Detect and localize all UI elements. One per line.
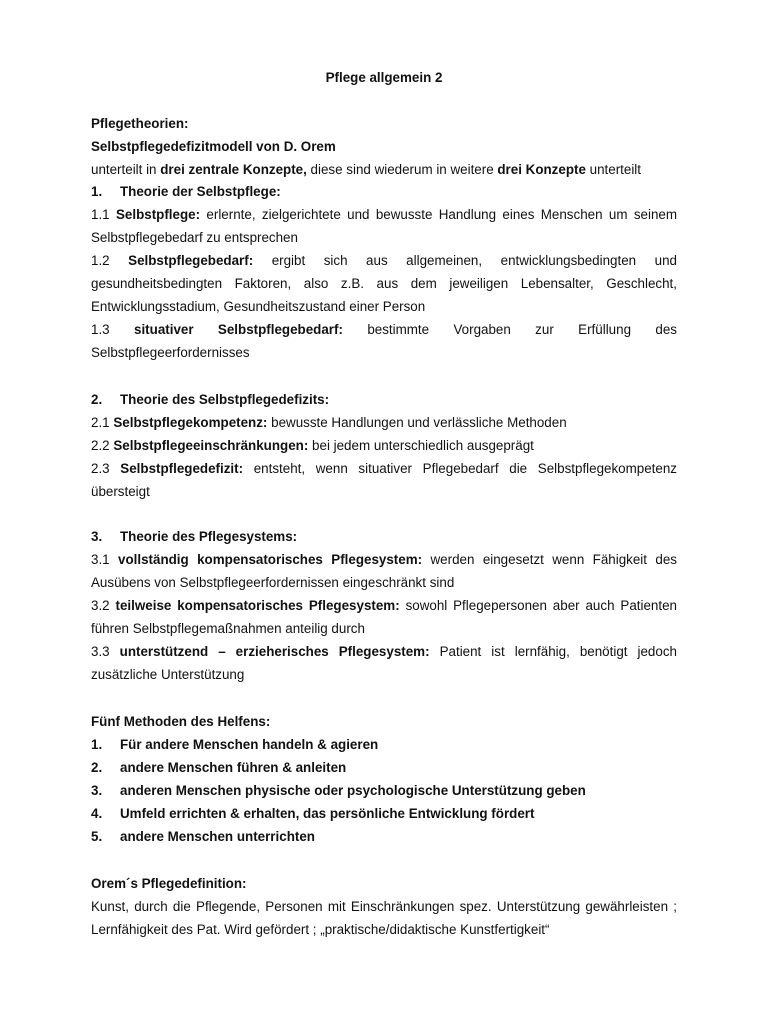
section-item <box>91 411 677 434</box>
section-item <box>91 594 677 640</box>
list-text: andere Menschen unterrichten <box>120 829 315 844</box>
item-text: sowohl Pflegepersonen aber auch Patienten führen Selbstpflegemaßnahmen anteilig durch <box>91 598 677 636</box>
list-text: andere Menschen führen & anleiten <box>120 760 347 775</box>
section-heading <box>91 525 677 548</box>
list-item <box>91 779 677 802</box>
item-number: 3.2 <box>91 598 110 613</box>
methods-block <box>91 710 677 848</box>
item-term: Selbstpflegeeinschränkungen: <box>113 438 309 453</box>
list-text: Für andere Menschen handeln & agieren <box>120 737 379 752</box>
definition-heading: Orem´s Pflegedefinition: <box>91 876 247 891</box>
item-term: teilweise kompensatorisches Pflegesystem: <box>115 598 400 613</box>
intro-bold-b: drei Konzepte <box>497 162 586 177</box>
item-text: ergibt sich aus allgemeinen, entwicklungsbedingten und gesundheitsbedingten Faktoren, also z.B. aus dem jeweiligen Lebensalter, Geschlecht, Entwicklungsstadium, Gesundheitszustand einer Person <box>91 253 677 314</box>
intro-text-a: unterteilt in <box>91 162 161 177</box>
section-title: Theorie des Selbstpflegedefizits: <box>120 392 330 407</box>
section-item <box>91 249 677 318</box>
section-title: Theorie der Selbstpflege: <box>120 184 281 199</box>
section-heading <box>91 180 677 203</box>
list-item <box>91 825 677 848</box>
section-number: 2. <box>91 392 103 407</box>
item-term: Selbstpflegekompetenz: <box>113 415 268 430</box>
section-item <box>91 434 677 457</box>
item-number: 1.2 <box>91 253 110 268</box>
section-title: Theorie des Pflegesystems: <box>120 529 298 544</box>
list-number: 3. <box>91 783 103 798</box>
item-text: bestimmte Vorgaben zur Erfüllung des Selbstpflegeerfordernisses <box>91 322 677 360</box>
intro-subheading: Selbstpflegedefizitmodell von D. Orem <box>91 139 336 154</box>
list-number: 5. <box>91 829 103 844</box>
intro-bold-a: drei zentrale Konzepte, <box>160 162 307 177</box>
intro-text <box>91 158 677 181</box>
item-number: 2.2 <box>91 438 110 453</box>
list-number: 2. <box>91 760 103 775</box>
section-3 <box>91 525 677 686</box>
item-text: bei jedem unterschiedlich ausgeprägt <box>312 438 534 453</box>
definition-block <box>91 872 677 941</box>
item-term: situativer Selbstpflegebedarf: <box>134 322 343 337</box>
item-text: entsteht, wenn situativer Pflegebedarf die Selbstpflegekompetenz übersteigt <box>91 461 677 499</box>
list-number: 4. <box>91 806 103 821</box>
section-number: 3. <box>91 529 103 544</box>
list-item <box>91 756 677 779</box>
section-item <box>91 203 677 249</box>
list-number: 1. <box>91 737 103 752</box>
definition-text: Kunst, durch die Pflegende, Personen mit Einschränkungen spez. Unterstützung gewährleisten ; Lernfähigkeit des Pat. Wird gefördert ; „praktische/didaktische Kunstfertigkeit“ <box>91 899 677 937</box>
item-number: 3.3 <box>91 644 110 659</box>
item-text: erlernte, zielgerichtete und bewusste Handlung eines Menschen um seinem Selbstpflegebedarf zu entsprechen <box>91 207 677 245</box>
item-number: 1.3 <box>91 322 110 337</box>
intro-text-c: unterteilt <box>585 162 642 177</box>
list-item <box>91 733 677 756</box>
page-title: Pflege allgemein 2 <box>325 70 443 85</box>
item-number: 2.3 <box>91 461 110 476</box>
item-text: werden eingesetzt wenn Fähigkeit des Ausübens von Selbstpflegeerfordernissen eingeschränkt sind <box>91 552 677 590</box>
section-item <box>91 640 677 686</box>
intro-heading: Pflegetheorien: <box>91 116 189 131</box>
section-heading <box>91 388 677 411</box>
section-item <box>91 318 677 364</box>
intro-block <box>91 112 677 181</box>
list-text: Umfeld errichten & erhalten, das persönliche Entwicklung fördert <box>120 806 535 821</box>
item-term: vollständig kompensatorisches Pflegesystem: <box>118 552 423 567</box>
methods-heading: Fünf Methoden des Helfens: <box>91 714 271 729</box>
item-term: Selbstpflegedefizit: <box>120 461 244 476</box>
section-1 <box>91 180 677 364</box>
item-number: 2.1 <box>91 415 110 430</box>
intro-text-b: diese sind wiederum in weitere <box>306 162 498 177</box>
item-term: Selbstpflegebedarf: <box>128 253 254 268</box>
list-item <box>91 802 677 825</box>
item-text: Patient ist lernfähig, benötigt jedoch zusätzliche Unterstützung <box>91 644 677 682</box>
section-item <box>91 548 677 594</box>
item-number: 1.1 <box>91 207 110 222</box>
item-text: bewusste Handlungen und verlässliche Methoden <box>271 415 567 430</box>
list-text: anderen Menschen physische oder psychologische Unterstützung geben <box>120 783 586 798</box>
item-term: Selbstpflege: <box>115 207 201 222</box>
item-number: 3.1 <box>91 552 110 567</box>
section-2 <box>91 388 677 503</box>
section-number: 1. <box>91 184 103 199</box>
item-term: unterstützend – erzieherisches Pflegesystem: <box>119 644 430 659</box>
section-item <box>91 457 677 503</box>
